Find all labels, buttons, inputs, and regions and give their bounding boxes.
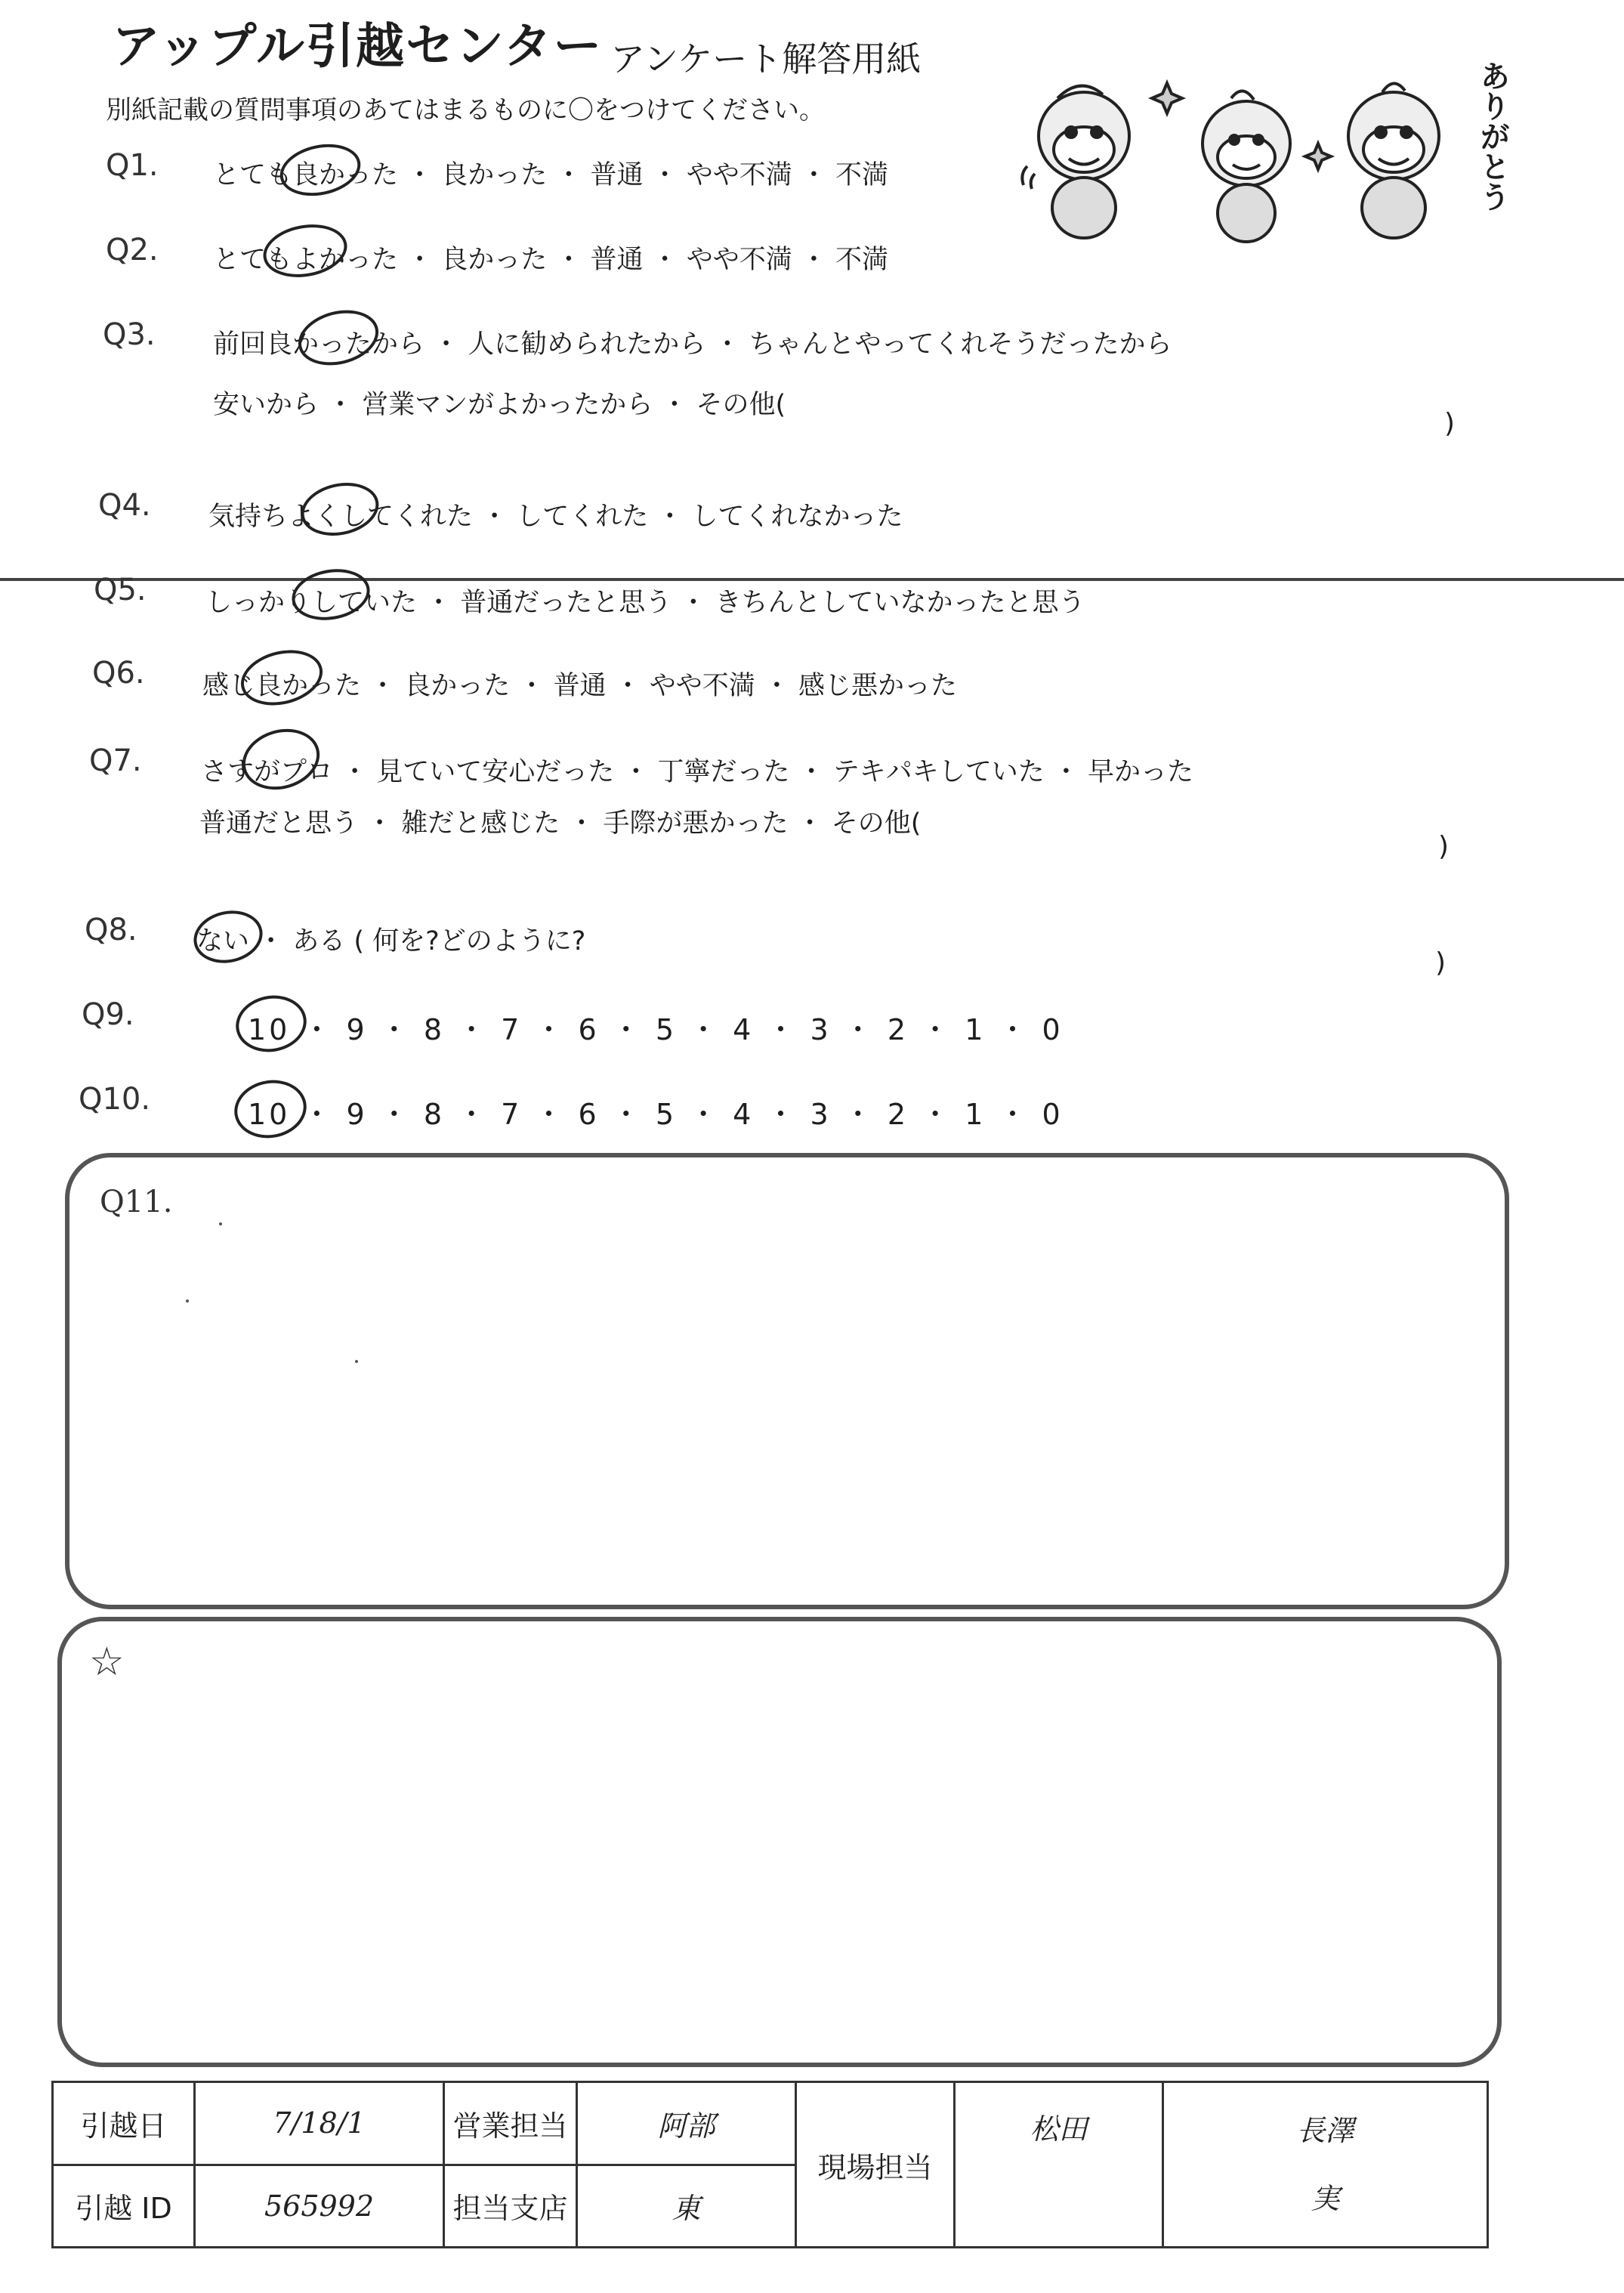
monkey-mascots-illustration [1012, 53, 1496, 249]
q4-options: 気持ちよくしてくれた ・ してくれた ・ してくれなかった [208, 502, 903, 532]
q8-label: Q8. [85, 913, 137, 947]
q9-scale: 10 ・ 9 ・ 8 ・ 7 ・ 6 ・ 5 ・ 4 ・ 3 ・ 2 ・ 1 ・ 0 [248, 1013, 1064, 1046]
branch-label: 担当支店 [444, 2165, 577, 2248]
q10-scale: 10 ・ 9 ・ 8 ・ 7 ・ 6 ・ 5 ・ 4 ・ 3 ・ 2 ・ 1 ・ 0 [248, 1098, 1064, 1131]
q11-comment-box[interactable] [65, 1153, 1509, 1609]
q6-answer-circle [235, 642, 329, 714]
q3-answer-circle [292, 302, 384, 373]
q9-label: Q9. [82, 997, 134, 1032]
q7-close-paren: ) [1438, 831, 1450, 862]
site-value-2-line: 長澤 [1296, 2114, 1354, 2147]
move-date-value: 7/18/1 [195, 2082, 444, 2165]
q8-close-paren: ) [1435, 947, 1446, 978]
q6-options: 感じ良かった ・ 良かった ・ 普通 ・ やや不満 ・ 感じ悪かった [202, 671, 958, 701]
star-icon: ☆ [89, 1639, 125, 1685]
q7-options-line2: 普通だと思う ・ 雑だと感じた ・ 手際が悪かった ・ その他( [199, 808, 922, 839]
q2-options: とてもよかった ・ 良かった ・ 普通 ・ やや不満 ・ 不満 [213, 245, 889, 275]
q10-answer-circle [230, 1074, 311, 1144]
form-subtitle: アンケート解答用紙 [610, 39, 922, 79]
instruction-text: 別紙記載の質問事項のあてはまるものに〇をつけてください。 [106, 95, 825, 125]
q3-options-line1: 前回良かったから ・ 人に勧められたから ・ ちゃんとやってくれそうだったから [213, 329, 1172, 360]
branch-value: 東 [577, 2165, 796, 2248]
site-value-2 [1163, 2082, 1488, 2248]
q3-label: Q3. [103, 317, 156, 352]
q8-answer-circle [189, 904, 267, 969]
q7-label: Q7. [89, 743, 142, 778]
q2-label: Q2. [106, 233, 159, 267]
move-id-label: 引越 ID [53, 2165, 195, 2248]
site-label: 現場担当 [796, 2082, 955, 2248]
q7-options-line1: さすがプロ ・ 見ていて安心だった ・ 丁寧だった ・ テキパキしていた ・ 早かった [201, 757, 1194, 787]
form-title: アップル引越センター [112, 19, 604, 75]
site-value-1: 松田 [955, 2082, 1163, 2248]
q6-label: Q6. [92, 656, 145, 691]
q3-options-line2: 安いから ・ 営業マンがよかったから ・ その他( [213, 390, 786, 420]
q5-options: しっかりしていた ・ 普通だったと思う ・ きちんとしていなかったと思う [205, 588, 1085, 618]
move-id-value: 565992 [195, 2165, 444, 2248]
move-date-label: 引越日 [53, 2082, 195, 2165]
q4-label: Q4. [98, 488, 151, 523]
move-info-table [51, 2081, 1489, 2248]
q10-label: Q10. [79, 1082, 151, 1117]
site-value-3-line: 実 [1311, 2182, 1340, 2215]
q5-label: Q5. [94, 573, 147, 607]
q3-close-paren: ) [1444, 408, 1456, 439]
q1-label: Q1. [106, 148, 159, 183]
q8-options: ない ・ ある ( 何を?どのように? [196, 926, 586, 956]
sales-value: 阿部 [577, 2082, 796, 2165]
q1-options: とても良かった ・ 良かった ・ 普通 ・ やや不満 ・ 不満 [213, 160, 889, 190]
mascot-caption: ありがとう [1475, 60, 1510, 212]
scan-divider-line [0, 578, 1624, 581]
star-comment-box[interactable] [57, 1617, 1502, 2067]
q11-label: Q11. [100, 1185, 173, 1219]
q1-answer-circle [275, 137, 365, 202]
sales-label: 営業担当 [444, 2082, 577, 2165]
